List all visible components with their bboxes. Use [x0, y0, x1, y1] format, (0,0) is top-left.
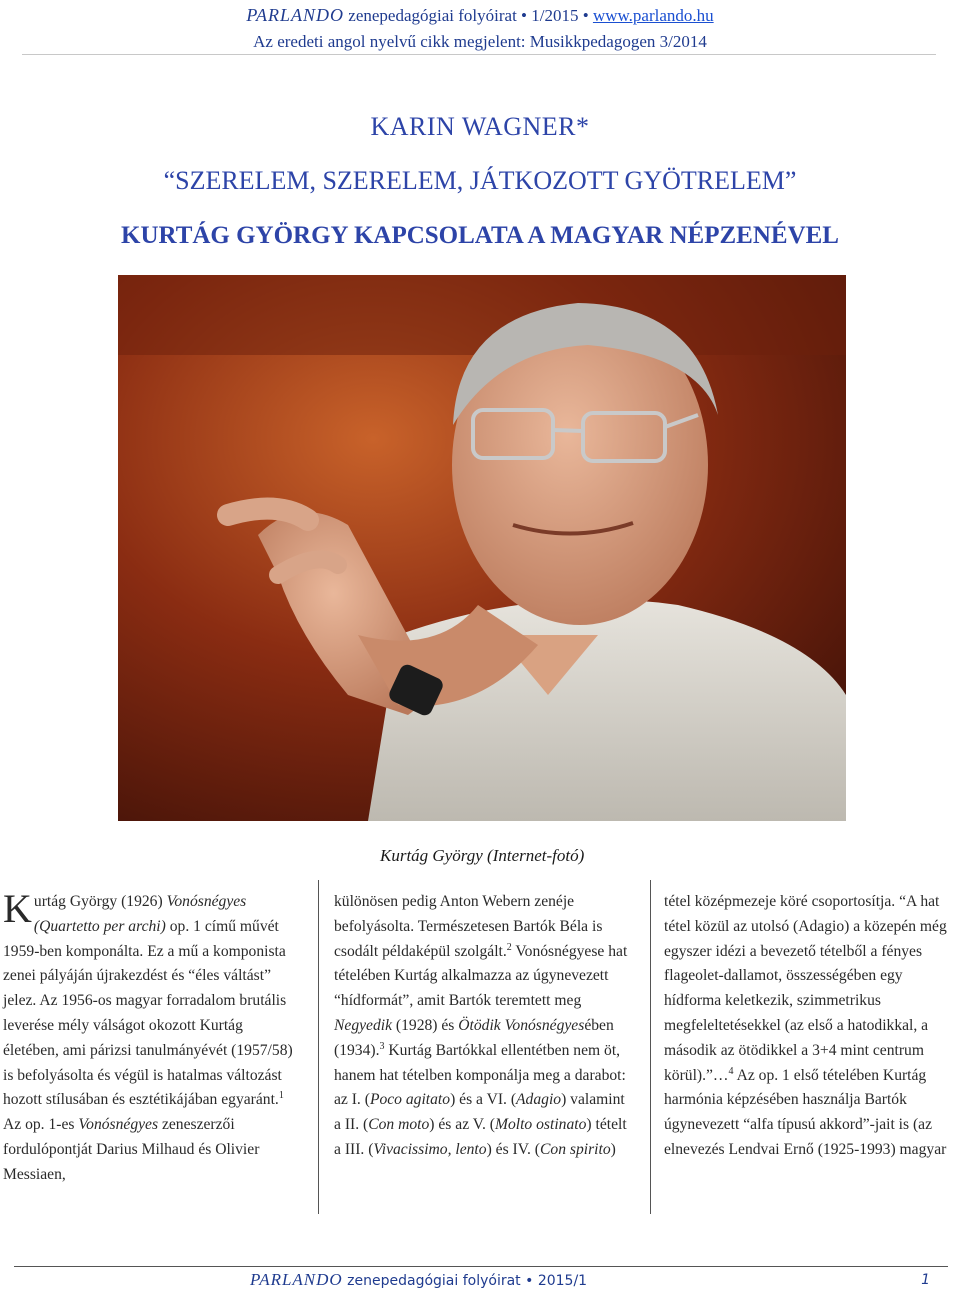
italic-tempo: Molto ostinato	[494, 1116, 587, 1134]
drop-cap: K	[3, 886, 32, 931]
portrait-photo	[118, 275, 846, 821]
text-run: Kurtág Bartókkal ellentétben nem öt, hanem hat tételben komponálja meg a darabot: az I. (	[334, 1041, 626, 1109]
text-run: urtág György (1926)	[33, 893, 167, 910]
text-run: ) valamint a II. (	[334, 1091, 625, 1134]
column-1-paragraph	[3, 886, 301, 1188]
text-run: Az op. 1-es	[3, 1116, 79, 1134]
footnote-ref-3[interactable]: 3	[379, 1040, 385, 1052]
text-run: ) és a VI. (	[450, 1091, 517, 1109]
text-run: (1928) és	[392, 1016, 459, 1034]
text-run: ) tételt a III. (	[334, 1116, 627, 1158]
column-divider-2	[650, 880, 651, 1214]
italic-tempo: Vivacissimo, lento	[373, 1140, 487, 1158]
text-run: tétel középmezeje köré csoportosítja. “A hat tétel közül az utolsó (Adagio) a közepén még egyszer idézi a bevezető tételből a fényes flageolet-dallamot, összességében egy hídforma keletkezik, szimmetrikus megfeleltetésekkel (az első a hatodikkal, a második az ötödikkel a 3+4 mint centrum körül).”…	[664, 893, 947, 1084]
italic-work-title: Ötödik Vonósnégyes	[458, 1016, 585, 1034]
footer-journal: zenepedagógiai folyóirat • 2015/1	[347, 1273, 588, 1289]
footer-divider	[14, 1266, 948, 1267]
column-3-paragraph	[664, 890, 960, 1163]
article-author: KARIN WAGNER*	[370, 112, 590, 141]
header-original-source: Az eredeti angol nyelvű cikk megjelent: Musikkpedagogen 3/2014	[253, 32, 707, 51]
text-run: különösen pedig Anton Webern zenéje befolyásolta. Természetesen Bartók Béla is csodált példaképül szolgált.	[334, 893, 603, 960]
header-url-link[interactable]: www.parlando.hu	[592, 6, 714, 25]
photo-caption: Kurtág György (Internet-fotó)	[380, 846, 585, 865]
italic-work-title: Negyedik	[334, 1016, 393, 1034]
column-divider-1	[318, 880, 319, 1214]
page-footer	[250, 1270, 940, 1290]
text-run: ) és IV. (	[486, 1140, 540, 1158]
text-run: Vonósnégyese hat tételében Kurtág alkalmazza az úgynevezett “hídformát”, amit Bartók teremtett meg	[334, 942, 628, 1010]
text-column-2	[334, 890, 634, 1163]
text-run: ében (1934).	[334, 1016, 614, 1059]
footnote-ref-4[interactable]: 4	[728, 1065, 734, 1077]
footer-brand: PARLANDO	[250, 1270, 343, 1289]
text-run: zeneszerzői fordulópontját Darius Milhaud és Olivier Messiaen,	[3, 1116, 260, 1183]
page-number: 1	[921, 1272, 930, 1288]
footnote-ref-2[interactable]: 2	[506, 941, 512, 953]
text-run: Az op. 1 első tételében Kurtág harmónia képzésében használja Bartók úgynevezett “alfa típusú akkord”-jait is (az elnevezés Lendvai Ernő (1925-1993) magyar	[664, 1066, 947, 1158]
text-column-1	[3, 886, 301, 1188]
text-run: )	[610, 1140, 616, 1158]
italic-work-title: Vonósnégyes	[78, 1116, 159, 1134]
header-line-1	[0, 2, 960, 29]
article-title: “SZERELEM, SZERELEM, JÁTKOZOTT GYÖTRELEM”	[163, 166, 797, 195]
article-subtitle: KURTÁG GYÖRGY KAPCSOLATA A MAGYAR NÉPZENÉVEL	[121, 222, 839, 249]
italic-tempo: Adagio	[516, 1091, 562, 1109]
italic-tempo: Con moto	[368, 1116, 430, 1134]
text-column-3	[664, 890, 960, 1163]
italic-tempo: Poco agitato	[369, 1091, 451, 1109]
italic-work-title: Vonósnégyes (Quartetto per archi)	[33, 893, 247, 935]
header-divider	[22, 54, 936, 55]
footnote-ref-1[interactable]: 1	[278, 1090, 284, 1102]
header-journal: zenepedagógiai folyóirat • 1/2015 •	[348, 6, 589, 25]
text-run: op. 1 című művét 1959-ben komponálta. Ez a mű a komponista zenei pályáján újrakezdést és “éles váltást” jelez. Az 1956-os magyar forradalom brutális leverése mély válságot okozott Kurtág életében, ami párizsi tanulmányévét (1957/58) is befolyásolta és végül is hatalmas változást hozott stílusában és esztétikájában egyaránt.	[3, 917, 293, 1109]
italic-tempo: Con spirito	[540, 1140, 611, 1158]
page-header	[0, 2, 960, 55]
column-2-paragraph	[334, 890, 634, 1163]
text-run: ) és az V. (	[429, 1116, 495, 1134]
header-brand: PARLANDO	[246, 5, 345, 25]
